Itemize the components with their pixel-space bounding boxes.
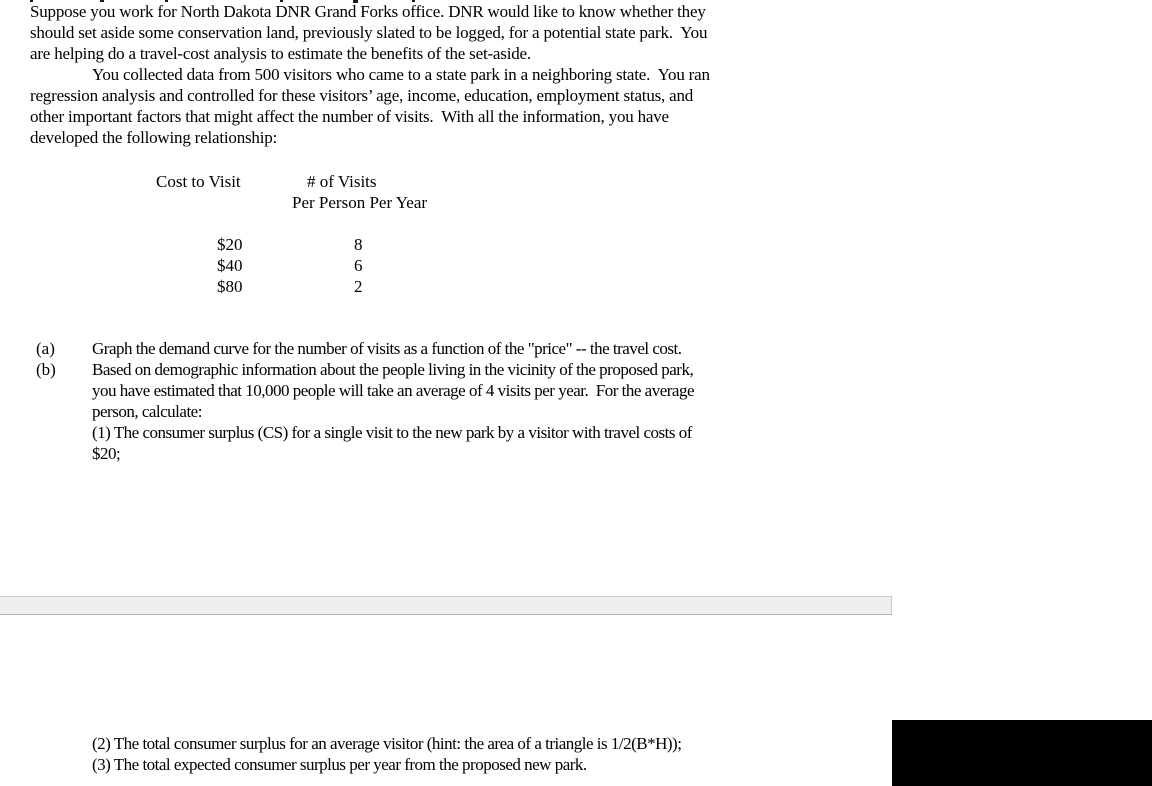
paragraph-line: developed the following relationship:	[30, 128, 278, 147]
paragraph-line: Graph the demand curve for the number of visits as a function of the "price" -- the travel cost.	[92, 339, 682, 358]
visits-value: 6	[354, 256, 363, 275]
item-a-text	[92, 338, 681, 359]
table-row	[0, 234, 500, 255]
paragraph-line: $20;	[92, 444, 121, 463]
horizontal-scrollbar[interactable]	[0, 596, 892, 615]
blacked-out-region	[892, 720, 1152, 786]
table-column-header-visits: # of Visits	[307, 172, 377, 191]
table-row	[0, 276, 500, 297]
paragraph-line: (1) The consumer surplus (CS) for a single visit to the new park by a visitor with travel costs of	[92, 423, 692, 442]
visits-value: 8	[354, 235, 363, 254]
cost-value: $40	[217, 256, 243, 275]
item-b-text	[92, 359, 694, 464]
table-row	[0, 255, 500, 276]
table-column-header-visits-sub: Per Person Per Year	[292, 193, 428, 212]
paragraph-line: (3) The total expected consumer surplus per year from the proposed new park.	[92, 755, 587, 774]
cost-value: $80	[217, 277, 243, 296]
paragraph-line: You collected data from 500 visitors who came to a state park in a neighboring state. You ran	[92, 65, 710, 84]
paragraph-line: (2) The total consumer surplus for an average visitor (hint: the area of a triangle is 1/2(B*H));	[92, 734, 682, 753]
paragraph-line: you have estimated that 10,000 people will take an average of 4 visits per year. For the average	[92, 381, 694, 400]
table-column-header-cost: Cost to Visit	[156, 172, 241, 191]
paragraph-line: person, calculate:	[92, 402, 202, 421]
paragraph-line: other important factors that might affect the number of visits. With all the information, you have	[30, 107, 669, 126]
paragraph-line: should set aside some conservation land, previously slated to be logged, for a potential state park. You	[30, 23, 708, 42]
bottom-paragraph	[92, 733, 681, 775]
item-b-label: (b)	[36, 360, 56, 379]
paragraph-line: Based on demographic information about the people living in the vicinity of the proposed park,	[92, 360, 694, 379]
paragraph-line: regression analysis and controlled for these visitors’ age, income, education, employment status, and	[30, 86, 694, 105]
intro-paragraph	[30, 1, 830, 148]
paragraph-line: Suppose you work for North Dakota DNR Grand Forks office. DNR would like to know whether they	[30, 2, 706, 21]
item-a-label: (a)	[36, 339, 55, 358]
paragraph-line: are helping do a travel-cost analysis to estimate the benefits of the set-aside.	[30, 44, 531, 63]
visits-value: 2	[354, 277, 363, 296]
cost-value: $20	[217, 235, 243, 254]
